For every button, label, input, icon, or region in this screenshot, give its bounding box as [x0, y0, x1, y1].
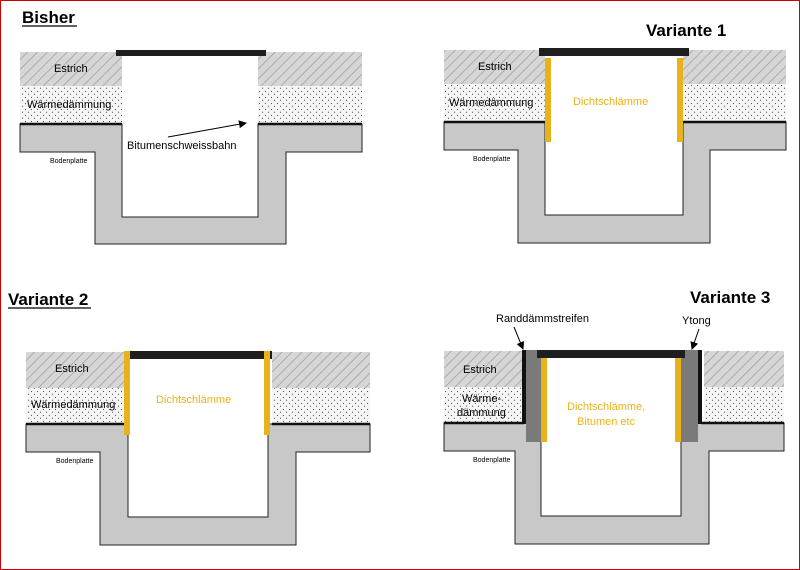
sealing-slurry-label: Dichtschlämme — [156, 394, 232, 406]
drain-cover — [126, 351, 272, 359]
sealing-slurry-label: Bitumen etc — [577, 416, 636, 428]
edge-insulation-strip — [522, 350, 526, 424]
sealing-slurry-strip — [677, 58, 683, 142]
sealing-slurry-strip — [675, 358, 681, 442]
drain-cover — [537, 350, 685, 358]
insulation-label: Wärmedämmung — [31, 399, 116, 411]
panel-title: Variante 1 — [646, 21, 727, 40]
insulation-label: Wärmedämmung — [27, 99, 112, 111]
panel-title: Variante 2 — [8, 290, 89, 309]
drain-cover — [116, 50, 266, 56]
insulation-layer — [272, 388, 370, 424]
estrich-label: Estrich — [55, 363, 89, 375]
sealing-slurry-strip — [264, 351, 270, 435]
panel-variante-1 — [444, 21, 786, 243]
sealing-slurry-label: Dichtschlämme — [573, 96, 649, 108]
estrich-label: Estrich — [463, 364, 497, 376]
sealing-slurry-strip — [541, 358, 547, 442]
bodenplatte-label: Bodenplatte — [473, 156, 511, 163]
insulation-layer — [683, 84, 786, 122]
panel-title: Variante 3 — [690, 288, 771, 307]
ytong-block — [681, 350, 698, 442]
insulation-label: Wärme- — [462, 393, 502, 405]
panel-variante-2 — [8, 290, 370, 545]
bodenplatte-label: Bodenplatte — [50, 158, 88, 165]
sealing-slurry-strip — [545, 58, 551, 142]
insulation-layer — [258, 86, 362, 124]
edge-insulation-arrow — [514, 327, 523, 349]
ytong-label: Ytong — [682, 315, 711, 327]
drain-cover — [539, 48, 689, 56]
panel-variante-3 — [444, 288, 784, 544]
sealing-slurry-label: Dichtschlämme, — [567, 401, 646, 413]
bodenplatte-slab — [26, 424, 370, 545]
insulation-label: dämmung — [457, 407, 506, 419]
edge-insulation-strip — [698, 350, 702, 424]
ytong-arrow — [692, 329, 699, 349]
estrich-label: Estrich — [478, 61, 512, 73]
bodenplatte-slab — [444, 122, 786, 243]
ytong-block — [526, 350, 541, 442]
insulation-layer — [704, 387, 784, 423]
bodenplatte-label: Bodenplatte — [473, 457, 511, 464]
bodenplatte-label: Bodenplatte — [56, 458, 94, 465]
estrich-layer — [258, 52, 362, 86]
panel-title: Bisher — [22, 8, 75, 27]
bodenplatte-slab — [444, 423, 784, 544]
estrich-layer — [272, 352, 370, 388]
edge-insulation-label: Randdämmstreifen — [496, 313, 589, 325]
annotation-label: Bitumenschweissbahn — [127, 140, 237, 152]
sealing-slurry-strip — [124, 351, 130, 435]
estrich-layer — [704, 351, 784, 387]
annotation-arrow — [168, 123, 246, 137]
panel-bisher — [20, 8, 362, 244]
insulation-label: Wärmedämmung — [449, 97, 534, 109]
estrich-layer — [683, 50, 786, 84]
estrich-label: Estrich — [54, 63, 88, 75]
